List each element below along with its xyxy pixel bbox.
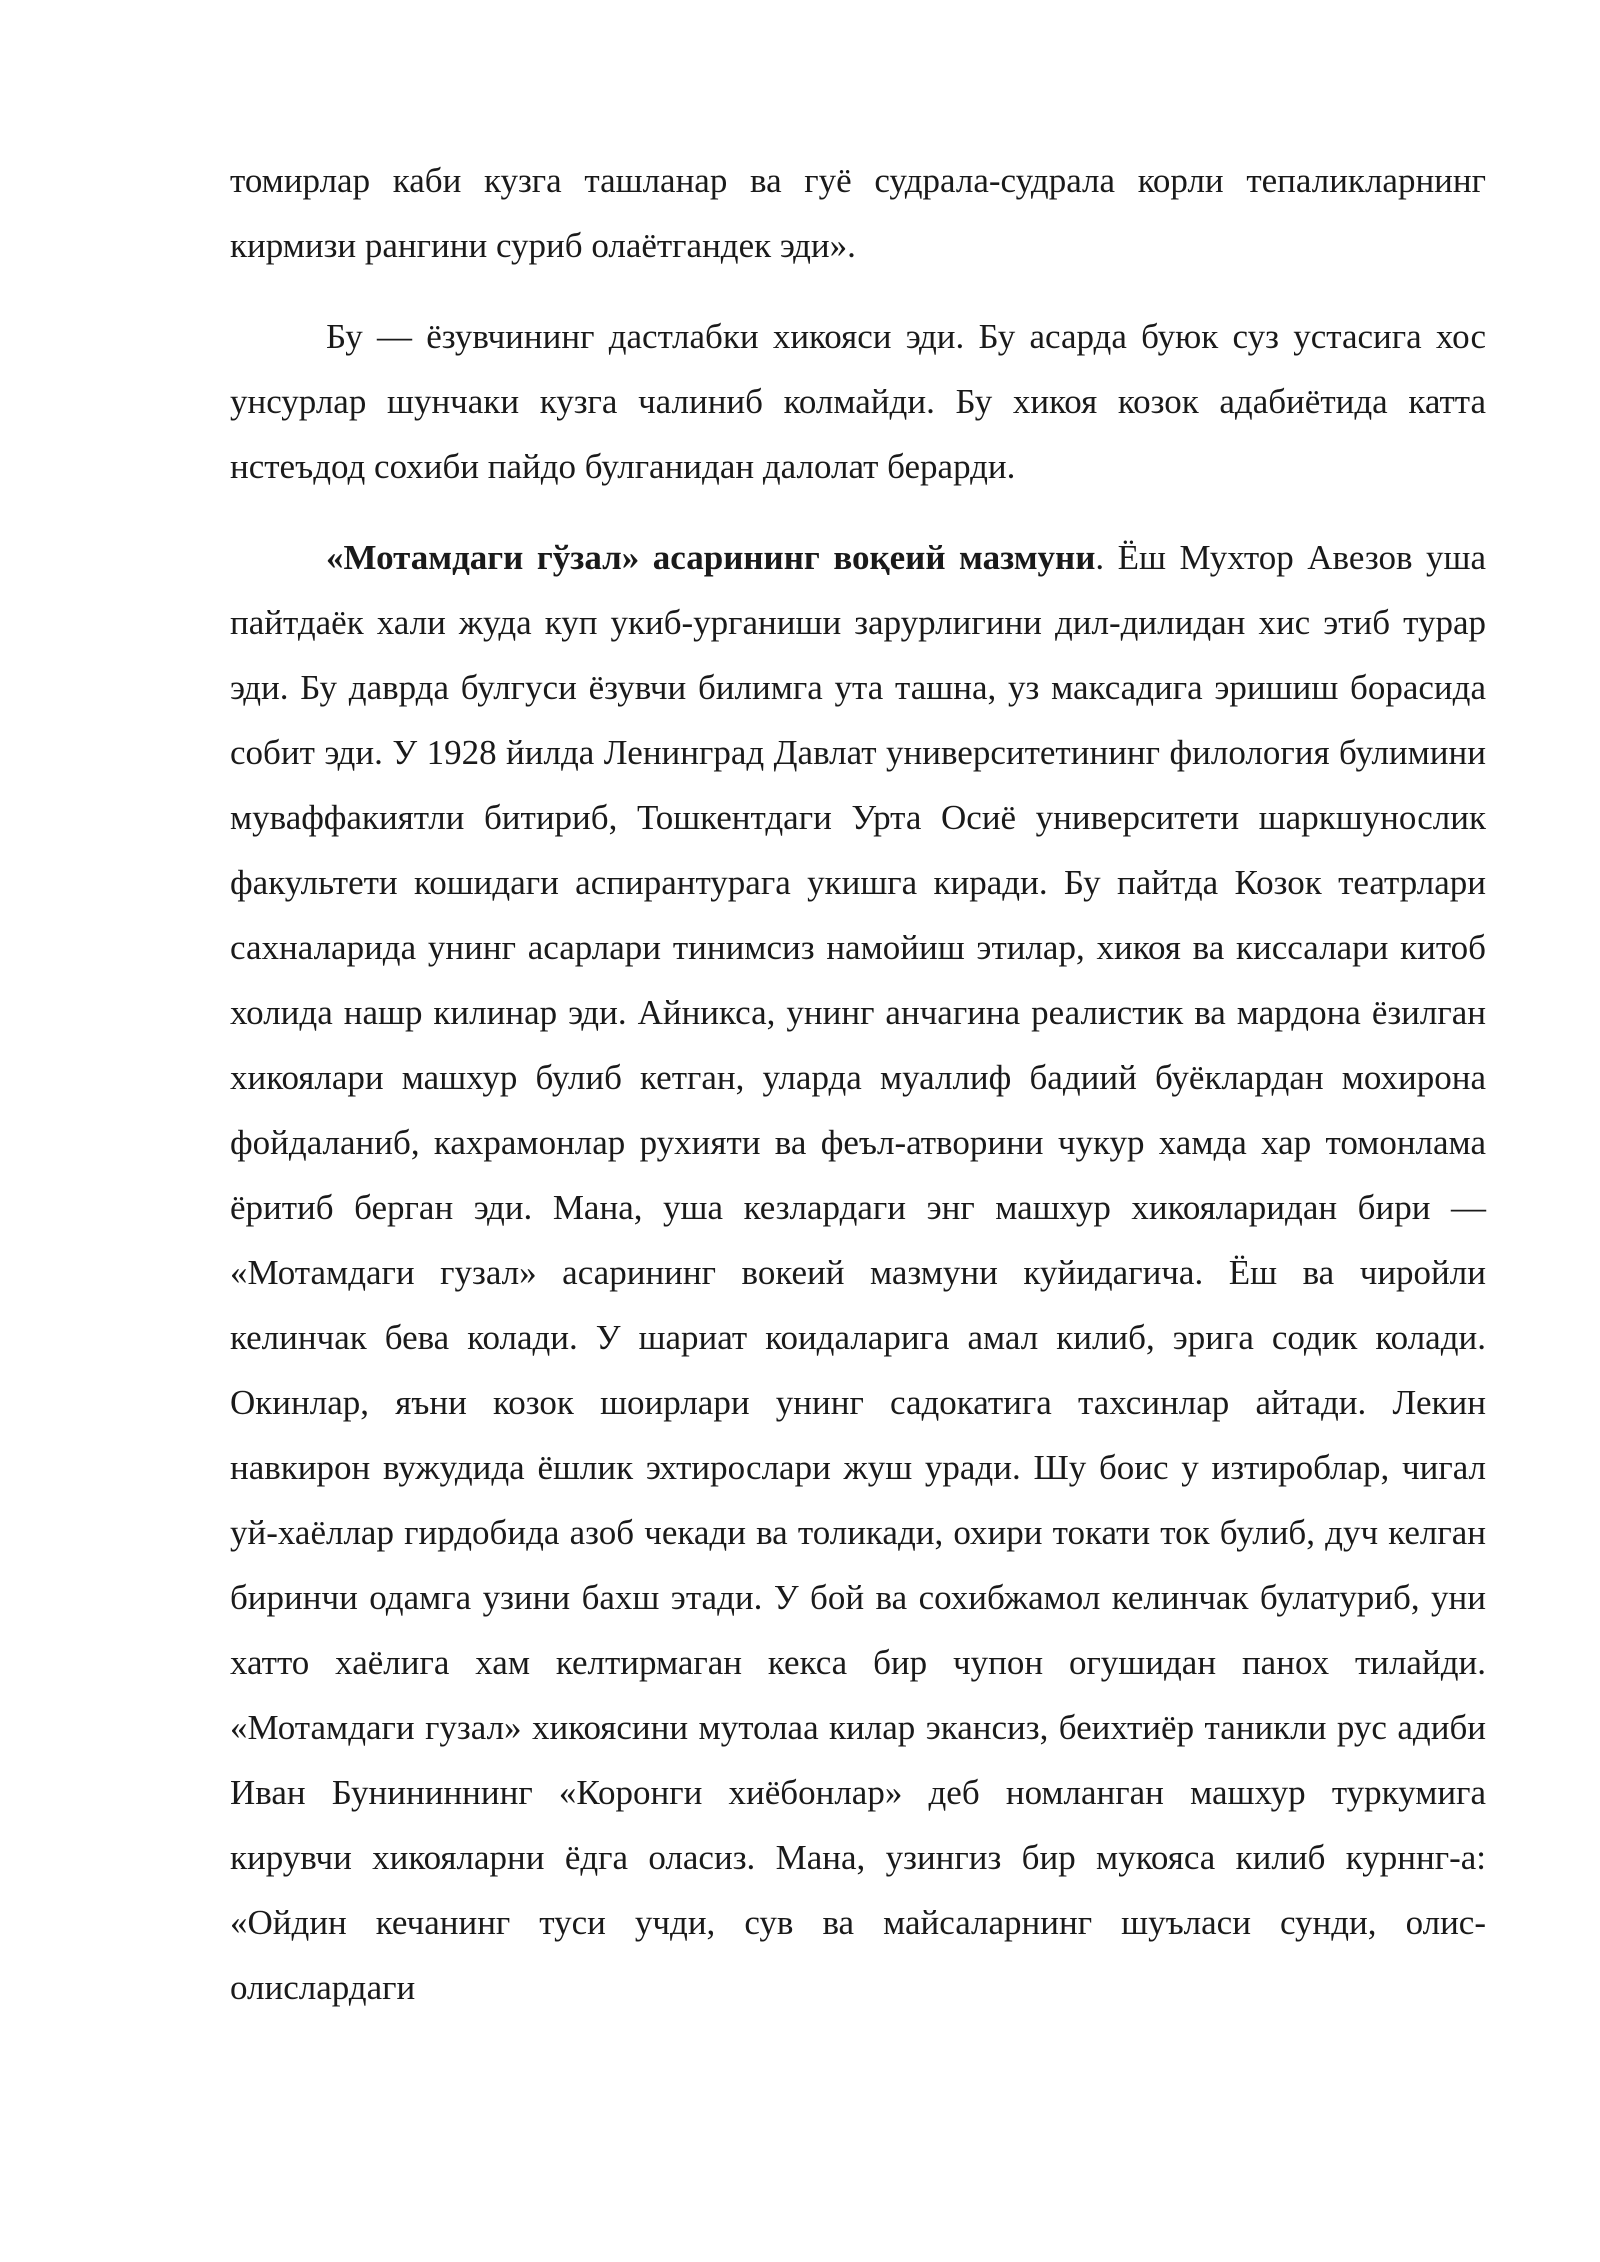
paragraph-text: . Ёш Мухтор Авезов уша пайтдаёк хали жуда куп укиб-урганиши зарурлигини дил-дилидан хис этиб турар эди. Бу даврда булгуси ёзувчи билимга ута ташна, уз максадига эришиш борасида собит эди. У 1928 йилда Ленинград Давлат университетининг филология булимини муваффакиятли битириб, Тошкентдаги Урта Осиё университети шаркшунослик факультети кошидаги аспирантурага укишга киради. Бу пайтда Козок театрлари сахналарида унинг асарлари тинимсиз намойиш этилар, хикоя ва киссалари китоб холида нашр килинар эди. Айникса, унинг анчагина реалистик ва мардона ёзилган хикоялари машхур булиб кетган, уларда муаллиф бадиий буёклардан мохирона фойдаланиб, кахрамонлар рухияти ва феъл-атворини чукур хамда хар томонлама ёритиб берган эди. Мана, уша кезлардаги энг машхур хикояларидан бири — «Мотамдаги гузал» асарининг вокеий мазмуни куйидагича. Ёш ва чиройли келинчак бева колади. У шариат коидаларига амал килиб, эрига содик колади. Окинлар, яъни козок шоирлари унинг садокатига тахсинлар айтади. Лекин навкирон вужудида ёшлик эхтирослари жуш уради. Шу боис у изтироблар, чигал уй-хаёллар гирдобида азоб чекади ва толикади, охири токати ток булиб, дуч келган биринчи одамга узини бахш этади. У бой ва сохибжамол келинчак булатуриб, уни хатто хаёлига хам келтирмаган кекса бир чупон огушидан панох тилайди. «Мотамдаги гузал» хикоясини мутолаа килар экансиз, беихтиёр таникли рус адиби Иван Бунининнинг «Коронги хиёбонлар» деб номланган машхур туркумига кирувчи хикояларни ёдга оласиз. Мана, узингиз бир мукояса килиб курннг-а: «Ойдин кечанинг туси учди, сув ва майсаларнинг шуъласи сунди, олис-олислардаги [230, 538, 1486, 2007]
section-heading-inline: «Мотамдаги гўзал» асарининг воқеий мазмуни [326, 538, 1096, 577]
paragraph-story-content [230, 525, 1486, 2020]
paragraph-text: Бу — ёзувчининг дастлабки хикояси эди. Бу асарда буюк суз устасига хос унсурлар шунчаки кузга чалиниб колмайди. Бу хикоя козок адабиётида катта нстеъдод сохиби пайдо булганидан далолат берарди. [230, 317, 1486, 486]
paragraph-first-story [230, 304, 1486, 499]
paragraph-text: томирлар каби кузга ташланар ва гуё судрала-судрала корли тепаликларнинг кирмизи рангини суриб олаётгандек эди». [230, 161, 1486, 265]
document-page [230, 148, 1486, 2046]
paragraph-continuation [230, 148, 1486, 278]
